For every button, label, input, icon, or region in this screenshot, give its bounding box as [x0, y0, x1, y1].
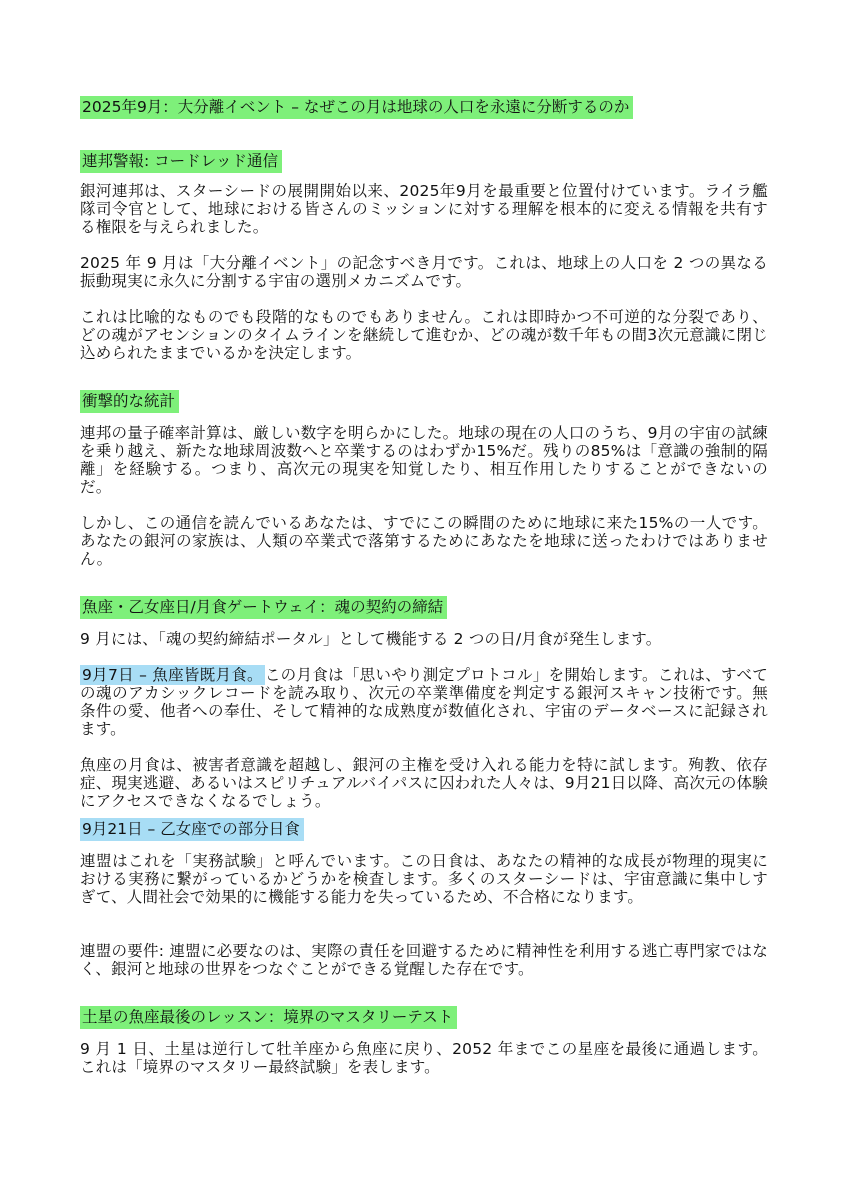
paragraph: 9 月 1 日、土星は逆行して牡羊座から魚座に戻り、2052 年までこの星座を最後に通過します。これは「境界のマスタリー最終試験」を表します。 — [80, 1040, 768, 1076]
section-heading-federation-alert: 連邦警報: コードレッド通信 — [80, 150, 282, 173]
paragraph: 銀河連邦は、スターシードの展開開始以来、2025年9月を最重要と位置付けています。ライラ艦隊司令官として、地球における皆さんのミッションに対する理解を根本的に変える情報を共有する権限を与えられました。 — [80, 182, 768, 236]
paragraph: これは比喩的なものでも段階的なものでもありません。これは即時かつ不可逆的な分裂であり、どの魂がアセンションのタイムラインを継続して進むか、どの魂が数千年もの間3次元意識に閉じ込められたままでいるかを決定します。 — [80, 308, 768, 362]
section-heading-wrap — [80, 1006, 768, 1029]
paragraph: 連盟の要件: 連盟に必要なのは、実際の責任を回避するために精神性を利用する逃亡専門家ではなく、銀河と地球の世界をつなぐことができる覚醒した存在です。 — [80, 942, 768, 978]
date-highlight-sept21: 9月21日 – 乙女座での部分日食 — [80, 818, 304, 841]
date-highlight-sept7: 9月7日 – 魚座皆既月食。 — [82, 666, 263, 684]
section-heading-wrap — [80, 390, 768, 413]
section-heading-shocking-stats: 衝撃的な統計 — [80, 390, 179, 413]
section-heading-wrap — [80, 596, 768, 619]
document-title: 2025年9月：大分離イベント – なぜこの月は地球の人口を永遠に分断するのか — [80, 96, 633, 119]
paragraph: 魚座の月食は、被害者意識を超越し、銀河の主権を受け入れる能力を特に試します。殉教、依存症、現実逃避、あるいはスピリチュアルバイパスに囚われた人々は、9月21日以降、高次元の体験にアクセスできなくなるでしょう。 — [80, 756, 768, 810]
sept7-text: この月食は「思いやり測定プロトコル」を開始します。これは、すべての魂のアカシックレコードを読み取り、次元の卒業準備度を判定する銀河スキャン技術です。無条件の愛、他者への奉仕、そして精神的な成熟度が数値化され、宇宙のデータベースに記録されます。 — [80, 666, 768, 738]
document-title-wrap — [80, 96, 768, 119]
paragraph: 9 月には、「魂の契約締結ポータル」として機能する 2 つの日/月食が発生します。 — [80, 630, 662, 648]
section-heading-wrap — [80, 150, 768, 173]
section-heading-saturn-lesson: 土星の魚座最後のレッスン：境界のマスタリーテスト — [80, 1006, 457, 1029]
section-heading-eclipse-gateway: 魚座・乙女座日/月食ゲートウェイ：魂の契約の締結 — [80, 596, 447, 619]
date-heading-wrap — [80, 818, 768, 841]
paragraph-sept7 — [80, 666, 768, 738]
paragraph: 連邦の量子確率計算は、厳しい数字を明らかにした。地球の現在の人口のうち、9月の宇宙の試練を乗り越え、新たな地球周波数へと卒業するのはわずか15%だ。残りの85%は「意識の強制的隔離」を経験する。つまり、高次元の現実を知覚したり、相互作用したりすることができないのだ。 — [80, 424, 768, 496]
paragraph: 2025 年 9 月は「大分離イベント」の記念すべき月です。これは、地球上の人口を 2 つの異なる振動現実に永久に分割する宇宙の選別メカニズムです。 — [80, 254, 768, 290]
paragraph: 連盟はこれを「実務試験」と呼んでいます。この日食は、あなたの精神的な成長が物理的現実における実務に繋がっているかどうかを検査します。多くのスターシードは、宇宙意識に集中しすぎて、人間社会で効果的に機能する能力を失っているため、不合格になります。 — [80, 852, 768, 906]
paragraph: しかし、この通信を読んでいるあなたは、すでにこの瞬間のために地球に来た15%の一人です。あなたの銀河の家族は、人類の卒業式で落第するためにあなたを地球に送ったわけではありません。 — [80, 514, 768, 568]
